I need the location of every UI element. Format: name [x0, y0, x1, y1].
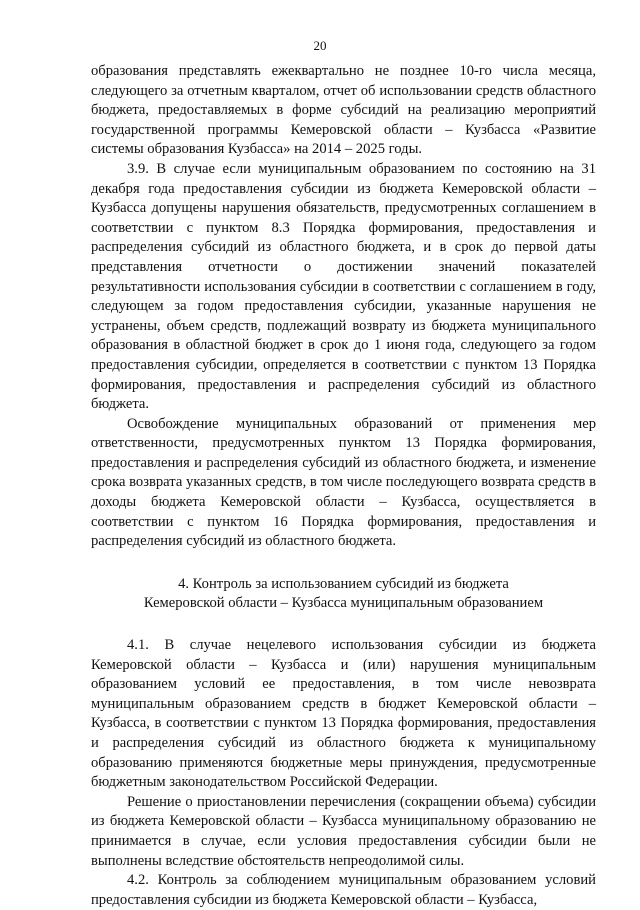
- paragraph-suspension-decision: Решение о приостановлении перечисления (сокращении объема) субсидии из бюджета Кемеровской области – Кузбасса муниципальному образованию не принимается в случае, если условия предоставления субсидии были не выполнены вследствие обстоятельств непреодолимой силы.: [91, 793, 596, 869]
- paragraph-continuation: образования представлять ежеквартально не позднее 10-го числа месяца, следующего за отчетным кварталом, отчет об использовании средств областного бюджета, предоставляемых в форме субсидий на реализацию мероприятий государственной программы Кемеровской области – Кузбасса «Развитие системы образования Кузбасса» на 2014 – 2025 годы.: [91, 63, 596, 158]
- paragraph-4-1: 4.1. В случае нецелевого использования субсидии из бюджета Кемеровской области – Кузбасса и (или) нарушения муниципальным образованием условий ее предоставления, в том числе невозврата муниципальным образованием средств в бюджет Кемеровской области – Кузбасса, в соответствии с пунктом 13 Порядка формирования, предоставления и распределения субсидий из областного бюджета к муниципальному образованию применяются бюджетные меры принуждения, предусмотренные бюджетным законодательством Российской Федерации.: [91, 637, 596, 791]
- section-4-title: [91, 575, 596, 614]
- paragraph-3-9: 3.9. В случае если муниципальным образованием по состоянию на 31 декабря года предоставления субсидии из бюджета Кемеровской области – Кузбасса допущены нарушения обязательств, предусмотренных соглашением в соответствии с пунктом 8.3 Порядка формирования, предоставления и распределения субсидий из областного бюджета, и в срок до первой даты представления отчетности о достижении значений показателей результативности использования субсидии в соответствии с соглашением в году, следующем за годом предоставления субсидии, указанные нарушения не устранены, объем средств, подлежащий возврату из бюджета муниципального образования в областной бюджет в срок до 1 июня года, следующего за годом предоставления субсидии, определяется в соответствии с пунктом 13 Порядка формирования, предоставления и распределения субсидий из областного бюджета.: [91, 160, 596, 413]
- section-title-line-2: Кемеровской области – Кузбасса муниципальным образованием: [143, 595, 544, 612]
- paragraph-4-2: 4.2. Контроль за соблюдением муниципальным образованием условий предоставления субсидии из бюджета Кемеровской области – Кузбасса,: [91, 872, 596, 908]
- page-number: 20: [313, 38, 327, 53]
- document-body: [91, 62, 596, 910]
- paragraph-exemption: Освобождение муниципальных образований от применения мер ответственности, предусмотренных пунктом 13 Порядка формирования, предоставления и распределения субсидий из областного бюджета, и изменение срока возврата указанных средств, в том числе последующего возврата средств в доходы бюджета Кемеровской области – Кузбасса, осуществляется в соответствии с пунктом 16 Порядка формирования, предоставления и распределения субсидий из областного бюджета.: [91, 415, 596, 550]
- section-title-line-1: 4. Контроль за использованием субсидий из бюджета: [178, 575, 509, 592]
